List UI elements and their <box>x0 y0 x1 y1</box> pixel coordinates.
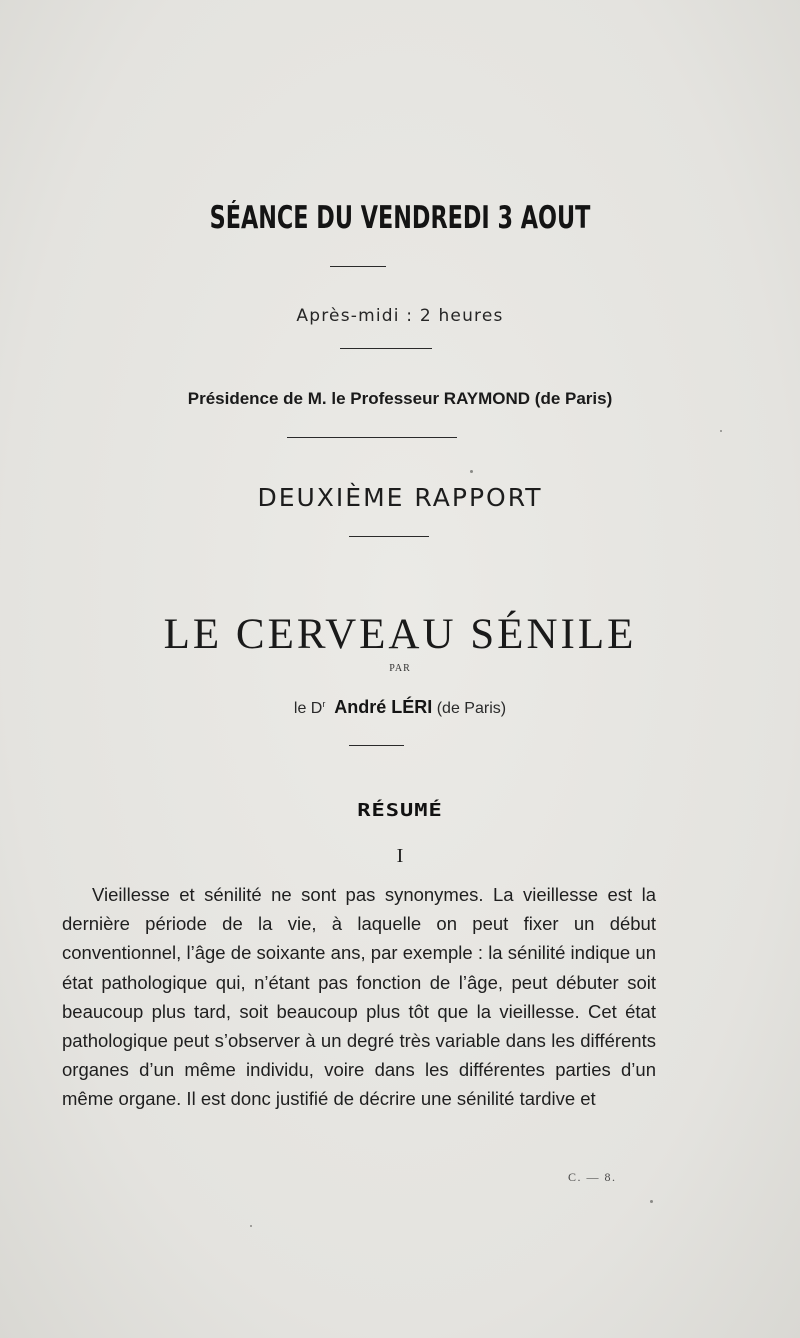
signature-mark: C. — 8. <box>568 1170 617 1184</box>
section-numeral: I <box>396 845 404 867</box>
paper-speck <box>650 1200 653 1203</box>
divider-rule <box>349 536 429 537</box>
author-prefix: le D <box>293 700 323 717</box>
paper-speck <box>250 1225 252 1227</box>
author-name: André LÉRI <box>334 697 433 717</box>
body-paragraph: Vieillesse et sénilité ne sont pas synonymes. La vieillesse est la dernière période de la vie, à laquelle on peut fixer un début conventionnel, l’âge de soixante ans, par exemple : la sénilité indique un état pathologique qui, n’étant pas fonction de l’âge, peut débuter soit beaucoup plus tard, soit beaucoup plus tôt que la vieillesse. Cet état pathologique peut s’observer à un degré très variable dans les différents organes d’un même individu, voire dans les différentes parties d’un même organe. Il est donc justifié de décrire une sénilité tardive et <box>62 884 656 1110</box>
report-heading: DEUXIÈME RAPPORT <box>257 483 543 512</box>
divider-rule <box>330 266 386 267</box>
seance-title: SÉANCE DU VENDREDI 3 AOUT <box>209 200 591 236</box>
paper-speck <box>720 430 722 432</box>
presidence-line: Présidence de M. le Professeur RAYMOND (de Paris) <box>187 389 613 408</box>
resume-heading: RÉSUMÉ <box>357 800 443 821</box>
divider-rule <box>349 745 404 746</box>
author-line <box>0 697 800 718</box>
body-text <box>62 880 656 1114</box>
ornamental-divider <box>340 341 432 355</box>
ornamental-divider <box>287 430 457 444</box>
session-time: Après-midi : 2 heures <box>296 306 504 326</box>
by-label: PAR <box>389 663 411 674</box>
author-prefix-sup: r <box>322 699 326 709</box>
main-title: LE CERVEAU SÉNILE <box>163 611 637 658</box>
paper-speck <box>470 470 473 473</box>
author-affiliation: (de Paris) <box>436 700 507 717</box>
